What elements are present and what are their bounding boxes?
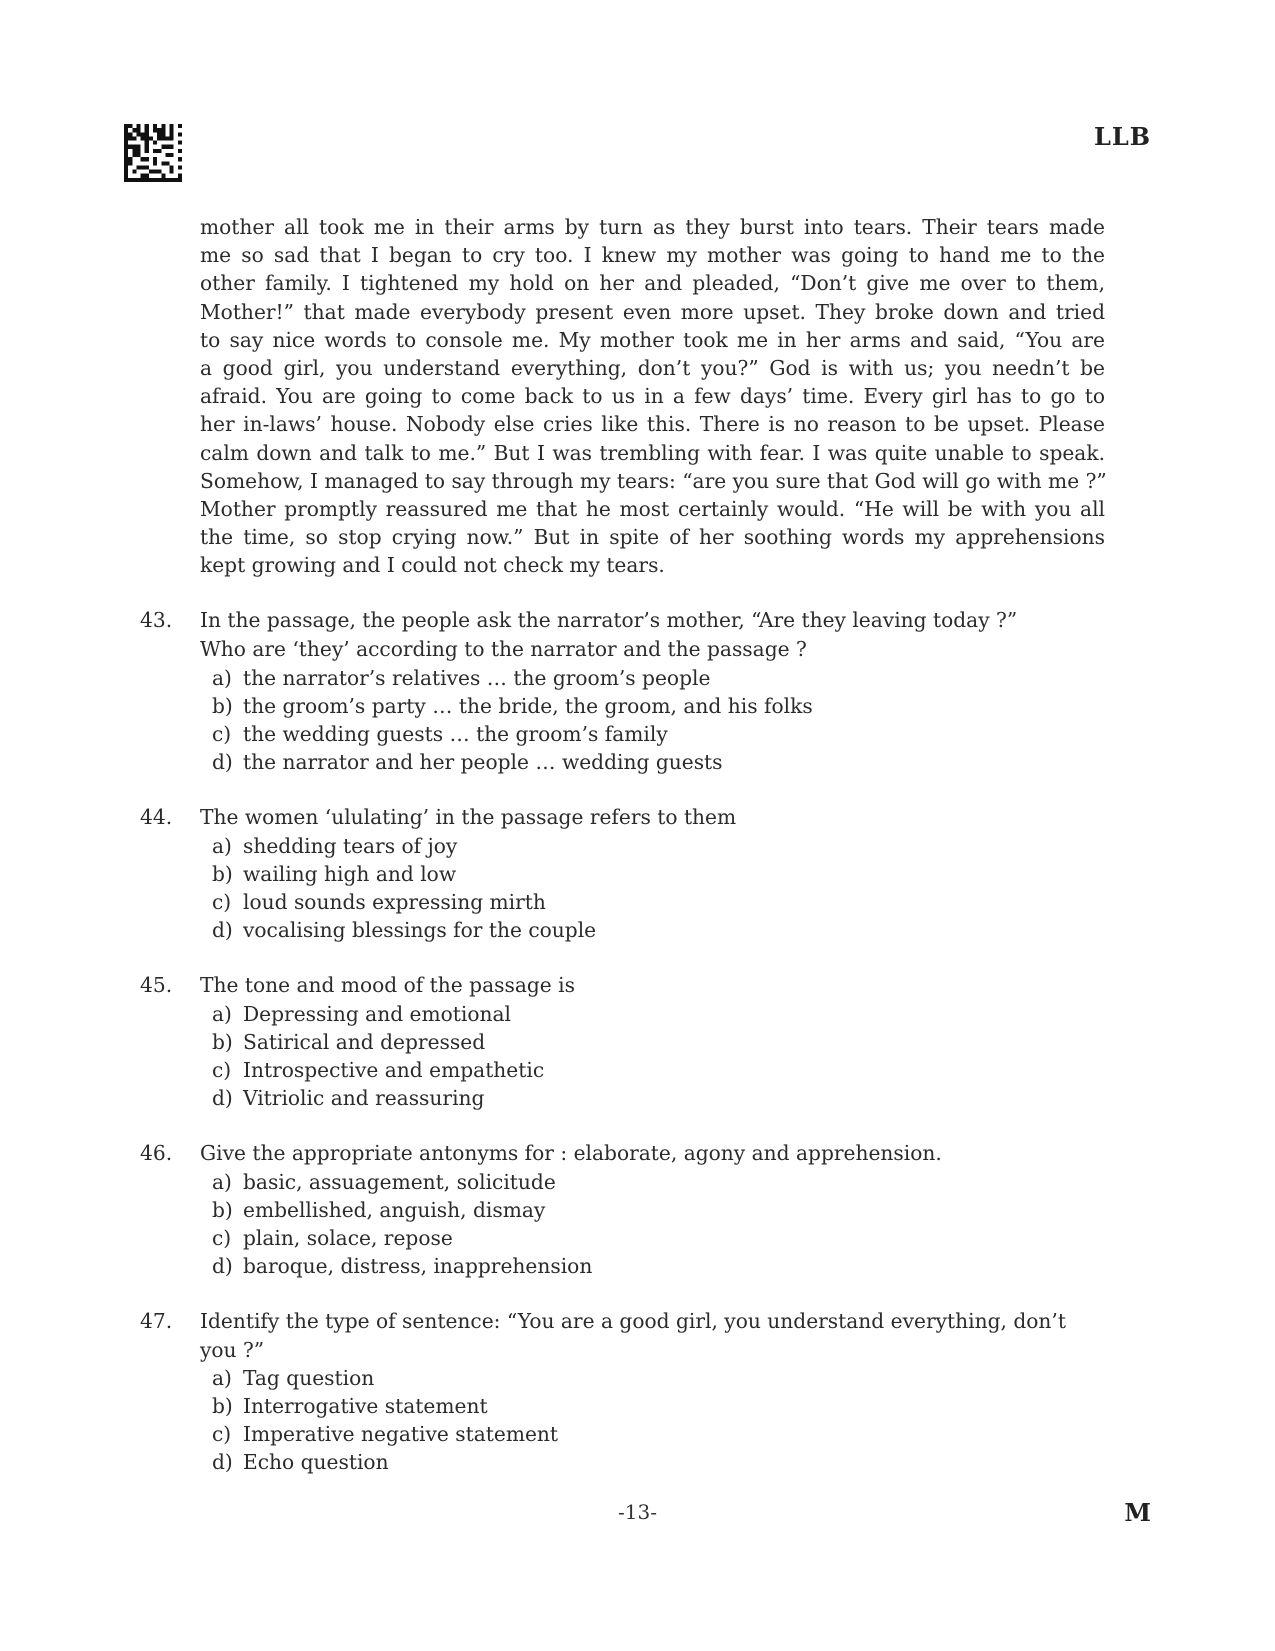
option-text: Introspective and empathetic — [243, 1057, 545, 1082]
option-label: d) — [212, 1253, 233, 1278]
answer-option — [212, 748, 1105, 776]
passage-line: the time, so stop crying now.” But in spite of her soothing words my apprehensions — [200, 525, 1105, 550]
answer-option — [212, 1000, 1105, 1028]
answer-option — [212, 832, 1105, 860]
option-label: c) — [212, 1057, 232, 1082]
answer-option — [212, 664, 1105, 692]
option-text: the narrator and her people … wedding guests — [243, 749, 723, 774]
passage-line: me so sad that I began to cry too. I knew my mother was going to hand me to the — [200, 243, 1105, 268]
question-number: 44. — [140, 804, 173, 829]
option-label: a) — [212, 1366, 232, 1390]
passage-line: Somehow, I managed to say through my tears: “are you sure that God will go with me ?” — [200, 468, 1107, 493]
passage-line: to say nice words to console me. My mother took me in her arms and said, “You are — [200, 327, 1105, 352]
booklet-series-code: M — [1124, 1498, 1151, 1527]
passage-line: calm down and talk to me.” But I was trembling with fear. I was quite unable to speak. — [200, 440, 1105, 465]
question-number: 45. — [140, 972, 173, 997]
question-item — [140, 605, 1105, 776]
question-text: The women ‘ululating’ in the passage refers to them — [200, 804, 737, 829]
answer-option — [212, 1224, 1105, 1252]
answer-option — [212, 1028, 1105, 1056]
option-text: Tag question — [243, 1366, 375, 1390]
question-item — [140, 802, 1105, 944]
option-list — [200, 1168, 1105, 1280]
option-label: a) — [212, 665, 232, 690]
option-label: b) — [212, 1394, 233, 1418]
question-number: 43. — [140, 608, 173, 632]
option-text: Imperative negative statement — [243, 1422, 559, 1446]
reading-passage — [200, 213, 1105, 580]
option-list — [200, 1000, 1105, 1112]
option-text: shedding tears of joy — [243, 833, 458, 858]
answer-option — [212, 888, 1105, 916]
passage-line: other family. I tightened my hold on her and pleaded, “Don’t give me over to them, — [200, 271, 1105, 296]
option-text: basic, assuagement, solicitude — [243, 1169, 556, 1194]
passage-line: her in-laws’ house. Nobody else cries like this. There is no reason to be upset. Please — [200, 412, 1105, 437]
question-item — [140, 970, 1105, 1112]
option-text: the groom’s party … the bride, the groom, and his folks — [243, 693, 813, 718]
question-text: Identify the type of sentence: “You are a good girl, you understand everything, don’t — [200, 1308, 1066, 1333]
option-text: Vitriolic and reassuring — [243, 1085, 485, 1110]
option-text: Interrogative statement — [243, 1394, 488, 1418]
datamatrix-code-icon — [124, 124, 182, 182]
option-label: d) — [212, 1085, 233, 1110]
option-text: vocalising blessings for the couple — [243, 917, 597, 942]
option-label: d) — [212, 1450, 233, 1474]
question-text-continued: you ?” — [200, 1337, 265, 1362]
exam-code: LLB — [1093, 122, 1151, 151]
answer-option — [212, 1056, 1105, 1084]
option-list — [200, 1364, 1105, 1476]
option-text: plain, solace, repose — [243, 1225, 453, 1250]
option-label: a) — [212, 1001, 232, 1026]
passage-line: Mother!” that made everybody present even more upset. They broke down and tried — [200, 299, 1105, 324]
question-number: 47. — [140, 1308, 173, 1333]
option-label: d) — [212, 749, 233, 774]
option-text: Depressing and emotional — [243, 1001, 512, 1026]
option-text: Echo question — [243, 1450, 389, 1474]
answer-option — [212, 1420, 1105, 1448]
answer-option — [212, 916, 1105, 944]
question-number: 46. — [140, 1140, 173, 1165]
question-text: Give the appropriate antonyms for : elaborate, agony and apprehension. — [200, 1140, 942, 1165]
answer-option — [212, 860, 1105, 888]
option-text: baroque, distress, inapprehension — [243, 1253, 593, 1278]
answer-option — [212, 1364, 1105, 1392]
answer-option — [212, 1252, 1105, 1280]
option-label: a) — [212, 833, 232, 858]
option-label: b) — [212, 1029, 233, 1054]
question-text-continued: Who are ‘they’ according to the narrator and the passage ? — [200, 637, 807, 661]
option-text: the wedding guests … the groom’s family — [243, 721, 668, 746]
answer-option — [212, 720, 1105, 748]
answer-option — [212, 1448, 1105, 1476]
option-label: c) — [212, 1422, 232, 1446]
question-item — [140, 1138, 1105, 1280]
option-label: b) — [212, 1197, 233, 1222]
answer-option — [212, 1392, 1105, 1420]
option-label: c) — [212, 1225, 232, 1250]
answer-option — [212, 692, 1105, 720]
answer-option — [212, 1196, 1105, 1224]
option-text: embellished, anguish, dismay — [243, 1197, 546, 1222]
passage-line: mother all took me in their arms by turn as they burst into tears. Their tears made — [200, 215, 1105, 239]
option-label: c) — [212, 721, 232, 746]
option-label: b) — [212, 861, 233, 886]
question-text: In the passage, the people ask the narrator’s mother, “Are they leaving today ?” — [200, 608, 1018, 632]
option-list — [200, 832, 1105, 944]
passage-line: a good girl, you understand everything, don’t you?” God is with us; you needn’t be — [200, 356, 1105, 381]
question-text: The tone and mood of the passage is — [200, 972, 575, 997]
question-item — [140, 1306, 1105, 1477]
answer-option — [212, 1168, 1105, 1196]
option-label: d) — [212, 917, 233, 942]
page-number: -13- — [618, 1500, 657, 1524]
passage-line: afraid. You are going to come back to us in a few days’ time. Every girl has to go to — [200, 384, 1105, 409]
answer-option — [212, 1084, 1105, 1112]
option-text: Satirical and depressed — [243, 1029, 486, 1054]
passage-line: kept growing and I could not check my tears. — [200, 553, 665, 578]
option-label: b) — [212, 693, 233, 718]
question-list — [140, 605, 1105, 1502]
option-label: a) — [212, 1169, 232, 1194]
option-text: the narrator’s relatives … the groom’s people — [243, 665, 711, 690]
option-text: loud sounds expressing mirth — [243, 889, 546, 914]
option-label: c) — [212, 889, 232, 914]
option-text: wailing high and low — [243, 861, 457, 886]
option-list — [200, 664, 1105, 776]
passage-line: Mother promptly reassured me that he most certainly would. “He will be with you all — [200, 497, 1105, 522]
